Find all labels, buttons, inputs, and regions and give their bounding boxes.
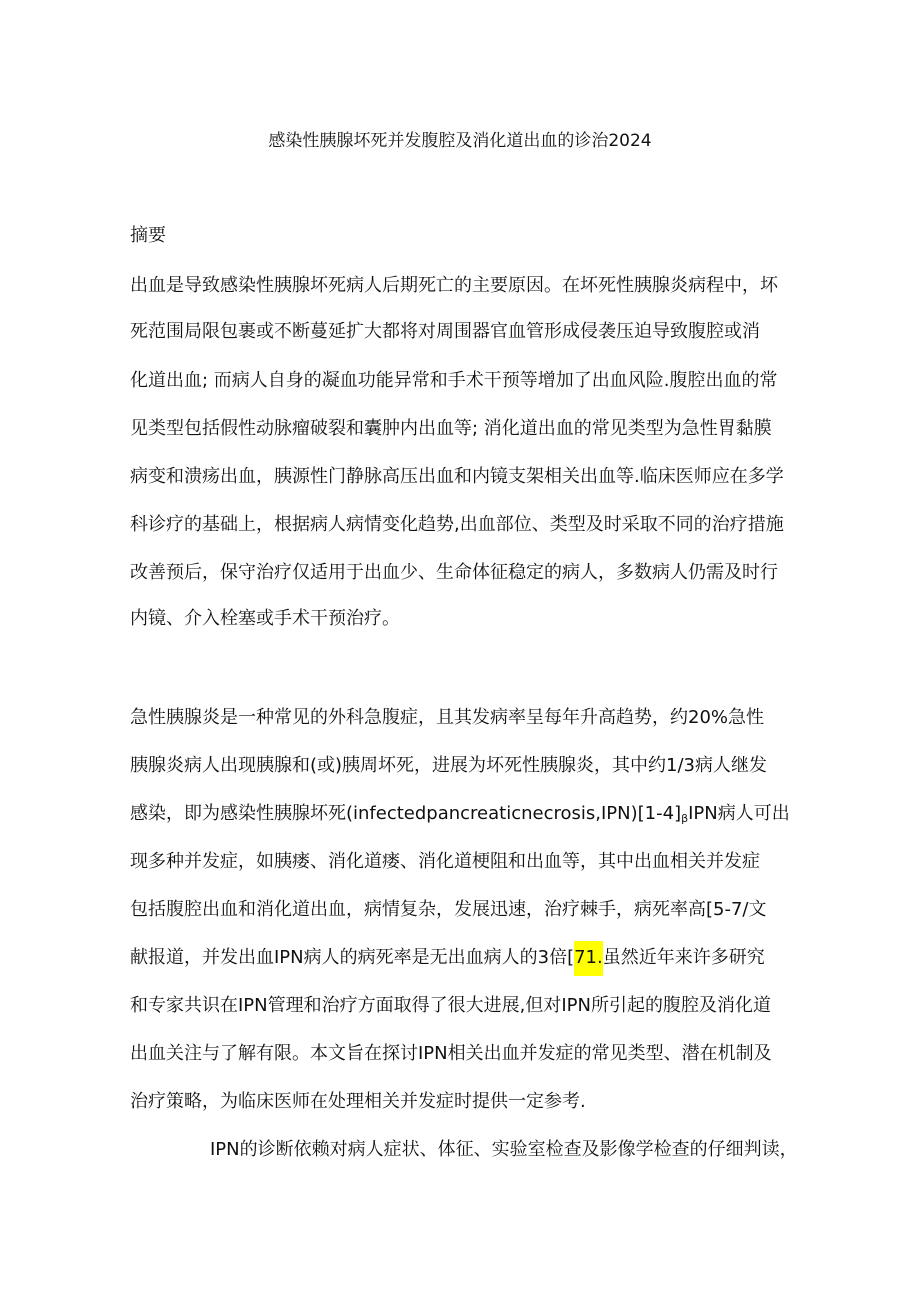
- intro-line-text: 感染，即为感染性胰腺坏死(infectedpancreaticnecrosis,IPN)[1-4]: [130, 803, 682, 824]
- intro-line: 和专家共识在IPN管理和治疗方面取得了很大进展,但对IPN所引起的腹腔及消化道: [130, 995, 771, 1016]
- abstract-heading: 摘要: [130, 225, 166, 246]
- intro-line: 治疗策略，为临床医师在处理相关并发症时提供一定参考.: [130, 1091, 586, 1112]
- citation-subscript: β: [681, 812, 689, 825]
- abstract-line: 出血是导致感染性胰腺坏死病人后期死亡的主要原因。在坏死性胰腺炎病程中，坏: [130, 275, 778, 296]
- intro-line: 现多种并发症，如胰瘘、消化道瘘、消化道梗阻和出血等，其中出血相关并发症: [130, 851, 760, 872]
- abstract-line: 化道出血; 而病人自身的凝血功能异常和手术干预等增加了出血风险.腹腔出血的常: [130, 370, 778, 391]
- intro-line-with-citation: [130, 800, 790, 833]
- intro-line-text: 献报道，并发出血IPN病人的病死率是无出血病人的3倍[: [130, 947, 575, 968]
- abstract-line: 病变和溃疡出血，胰源性门静脉高压出血和内镜支架相关出血等.临床医师应在多学: [130, 466, 784, 487]
- abstract-line: 死范围局限包裹或不断蔓延扩大都将对周围器官血管形成侵袭压迫导致腹腔或消: [130, 321, 760, 342]
- abstract-line: 改善预后，保守治疗仅适用于出血少、生命体征稳定的病人，多数病人仍需及时行: [130, 562, 778, 583]
- intro-line: 出血关注与了解有限。本文旨在探讨IPN相关出血并发症的常见类型、潜在机制及: [130, 1043, 772, 1064]
- document-title: 感染性胰腺坏死并发腹腔及消化道出血的诊治2024: [268, 131, 652, 151]
- highlighted-citation: 71.: [574, 941, 603, 976]
- intro-line: 胰腺炎病人出现胰腺和(或)胰周坏死，进展为坏死性胰腺炎，其中约1/3病人继发: [130, 755, 768, 776]
- intro-line-text: 虽然近年来许多研究: [602, 947, 765, 968]
- intro-line-text: IPN病人可出: [688, 803, 790, 824]
- intro-line: 急性胰腺炎是一种常见的外科急腹症，且其发病率呈每年升高趋势，约20%急性: [130, 707, 765, 728]
- intro-line-with-highlight: [130, 944, 765, 972]
- abstract-line: 科诊疗的基础上，根据病人病情变化趋势,出血部位、类型及时采取不同的治疗措施: [130, 514, 784, 535]
- diagnosis-paragraph: IPN的诊断依赖对病人症状、体征、实验室检查及影像学检查的仔细判读，: [210, 1139, 798, 1160]
- abstract-line: 见类型包括假性动脉瘤破裂和囊肿内出血等; 消化道出血的常见类型为急性胃黏膜: [130, 418, 772, 439]
- intro-line: 包括腹腔出血和消化道出血，病情复杂，发展迅速，治疗棘手，病死率高[5-7/文: [130, 899, 767, 920]
- abstract-line: 内镜、介入栓塞或手术干预治疗。: [130, 608, 400, 629]
